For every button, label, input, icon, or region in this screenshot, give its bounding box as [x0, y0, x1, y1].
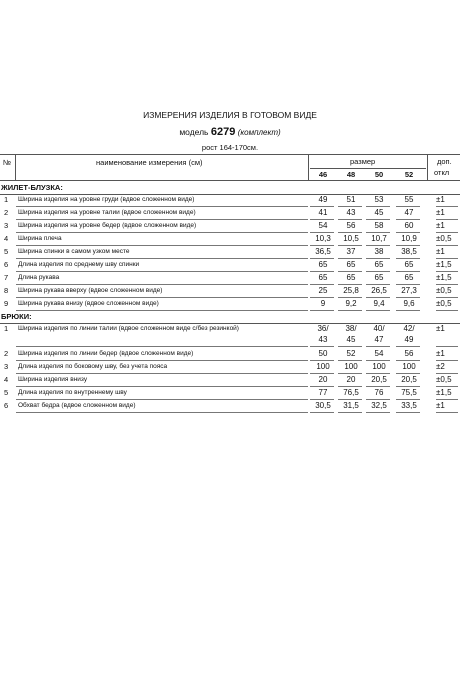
row-rule: [338, 310, 362, 311]
size-header-divider: [310, 168, 426, 169]
size-value: 75,5: [401, 388, 417, 397]
row-rule: [436, 346, 458, 347]
tolerance-value: ±1: [436, 401, 445, 410]
size-value: 56: [404, 349, 414, 358]
table-row: [0, 272, 460, 286]
row-number: 9: [4, 299, 9, 308]
col-divider-num: [15, 154, 16, 180]
measurement-name: Ширина изделия по линии бедер (вдвое сложенном виде): [18, 350, 194, 357]
size-value: 58: [374, 221, 384, 230]
row-number: 7: [4, 273, 9, 282]
height-range: рост 164-170см.: [201, 143, 259, 152]
size-52: 52: [404, 170, 414, 179]
measurement-name: Длина изделия по внутреннему шву: [18, 389, 127, 396]
size-value: 50: [318, 349, 328, 358]
size-value: 56: [346, 221, 356, 230]
size-value: 47: [404, 208, 414, 217]
col-divider-name: [308, 154, 309, 180]
size-value: 26,5: [371, 286, 387, 295]
size-value: 10,9: [401, 234, 417, 243]
row-number: 3: [4, 221, 9, 230]
table-row: [0, 361, 460, 375]
size-value: 9: [320, 299, 326, 308]
size-value: 65: [374, 260, 384, 269]
size-value: 20,5: [371, 375, 387, 384]
row-rule: [396, 346, 420, 347]
tolerance-value: ±0,5: [436, 234, 452, 243]
row-number: 3: [4, 362, 9, 371]
size-value: 65: [404, 273, 414, 282]
size-value: 100: [402, 362, 416, 371]
tolerance-value: ±1,5: [436, 273, 452, 282]
size-value: 20: [346, 375, 356, 384]
size-value: 40/: [373, 324, 385, 333]
tolerance-value: ±1: [436, 349, 445, 358]
measurement-name: Ширина изделия внизу: [18, 376, 88, 383]
size-value: 43: [346, 208, 356, 217]
tolerance-value: ±1: [436, 208, 445, 217]
row-rule: [366, 346, 390, 347]
row-number: 2: [4, 349, 9, 358]
section-title: ЖИЛЕТ-БЛУЗКА:: [1, 183, 63, 192]
size-value: 36,5: [315, 247, 331, 256]
size-value: 38,5: [401, 247, 417, 256]
table-row: [0, 298, 460, 312]
size-value: 100: [344, 362, 358, 371]
size-value: 51: [346, 195, 356, 204]
tolerance-value: ±1: [436, 247, 445, 256]
size-value: 76,5: [343, 388, 359, 397]
row-number: 4: [4, 375, 9, 384]
measurement-name: Ширина плеча: [18, 235, 62, 242]
row-rule: [16, 412, 308, 413]
size-value: 54: [318, 221, 328, 230]
size-value: 37: [346, 247, 356, 256]
row-rule: [436, 310, 458, 311]
size-46: 46: [318, 170, 328, 179]
header-num: №: [3, 158, 12, 167]
size-value-second-line: 45: [346, 335, 356, 344]
size-value: 52: [346, 349, 356, 358]
size-value: 53: [374, 195, 384, 204]
size-value: 65: [318, 273, 328, 282]
table-row: [0, 400, 460, 414]
header-tolerance: доп.: [437, 157, 452, 166]
size-value: 10,5: [343, 234, 359, 243]
size-value: 9,2: [345, 299, 357, 308]
size-value: 54: [374, 349, 384, 358]
size-value: 30,5: [315, 401, 331, 410]
size-value: 49: [318, 195, 328, 204]
tolerance-value: ±1,5: [436, 260, 452, 269]
size-value: 9,4: [373, 299, 385, 308]
row-rule: [310, 310, 334, 311]
measurement-name: Длина рукава: [18, 274, 60, 281]
table-row: [0, 207, 460, 221]
size-value: 76: [374, 388, 384, 397]
table-row: [0, 194, 460, 208]
header-size: размер: [350, 157, 376, 166]
size-value: 10,7: [371, 234, 387, 243]
row-number: 1: [4, 324, 9, 333]
size-value: 45: [374, 208, 384, 217]
row-rule: [396, 310, 420, 311]
table-row: [0, 259, 460, 273]
measurement-name: Длина изделия по боковому шву, без учета пояса: [18, 363, 168, 370]
size-value-second-line: 49: [404, 335, 414, 344]
tolerance-value: ±0,5: [436, 286, 452, 295]
table-row: [0, 387, 460, 401]
size-value: 65: [318, 260, 328, 269]
table-row: [0, 285, 460, 299]
row-rule: [16, 310, 308, 311]
table-row: [0, 374, 460, 388]
size-value: 25: [318, 286, 328, 295]
section-title: БРЮКИ:: [1, 312, 32, 321]
table-row: [0, 323, 460, 344]
row-rule: [16, 346, 308, 347]
row-number: 8: [4, 286, 9, 295]
tolerance-value: ±1: [436, 324, 445, 333]
row-number: 6: [4, 401, 9, 410]
row-number: 6: [4, 260, 9, 269]
tolerance-value: ±2: [436, 362, 445, 371]
size-value-second-line: 43: [318, 335, 328, 344]
measurement-name: Ширина рукава внизу (вдвое сложенном виде): [18, 300, 159, 307]
size-value: 42/: [403, 324, 415, 333]
tolerance-value: ±0,5: [436, 299, 452, 308]
document-title: ИЗМЕРЕНИЯ ИЗДЕЛИЯ В ГОТОВОМ ВИДЕ: [143, 110, 317, 120]
size-value: 25,8: [343, 286, 359, 295]
size-50: 50: [374, 170, 384, 179]
row-rule: [338, 412, 362, 413]
size-value: 27,3: [401, 286, 417, 295]
size-value: 31,5: [343, 401, 359, 410]
measurement-name: Обхват бедра (вдвое сложенном виде): [18, 402, 136, 409]
size-value: 41: [318, 208, 328, 217]
measurement-name: Ширина изделия на уровне бедер (вдвое сложенном виде): [18, 222, 197, 229]
size-value: 38: [374, 247, 384, 256]
size-value: 20: [318, 375, 328, 384]
size-48: 48: [346, 170, 356, 179]
row-rule: [310, 346, 334, 347]
row-rule: [310, 412, 334, 413]
size-value: 36/: [317, 324, 329, 333]
table-header-bottom: [0, 180, 460, 181]
row-number: 5: [4, 388, 9, 397]
table-row: [0, 246, 460, 260]
model-line: [0, 126, 460, 138]
size-value: 65: [346, 260, 356, 269]
header-tolerance-2: откл: [434, 168, 450, 177]
size-value: 33,5: [401, 401, 417, 410]
model-prefix: модель: [179, 127, 209, 137]
tolerance-value: ±1: [436, 195, 445, 204]
row-rule: [366, 412, 390, 413]
row-rule: [436, 412, 458, 413]
row-number: 1: [4, 195, 9, 204]
model-suffix: (комплект): [237, 128, 281, 137]
measurement-name: Ширина изделия на уровне груди (вдвое сложенном виде): [18, 196, 195, 203]
row-number: 5: [4, 247, 9, 256]
measurement-name: Ширина изделия по линии талии (вдвое сложенном виде с/без резинкой): [18, 325, 239, 332]
row-rule: [396, 412, 420, 413]
measurement-name: Ширина спинки в самом узком месте: [18, 248, 130, 255]
table-top-border: [0, 154, 460, 155]
table-row: [0, 233, 460, 247]
header-name: наименование измерения (см): [96, 158, 203, 167]
measurement-name: Ширина изделия на уровне талии (вдвое сложенном виде): [18, 209, 196, 216]
size-value: 65: [374, 273, 384, 282]
size-value: 65: [346, 273, 356, 282]
size-value: 60: [404, 221, 414, 230]
measurement-name: Длина изделия по среднему шву спинки: [18, 261, 140, 268]
row-rule: [338, 346, 362, 347]
size-value: 77: [318, 388, 328, 397]
measurement-name: Ширина рукава вверху (вдвое сложенном виде): [18, 287, 163, 294]
size-value: 32,5: [371, 401, 387, 410]
row-rule: [366, 310, 390, 311]
size-value: 55: [404, 195, 414, 204]
row-number: 2: [4, 208, 9, 217]
tolerance-value: ±0,5: [436, 375, 452, 384]
size-value: 100: [316, 362, 330, 371]
model-number: 6279: [210, 126, 236, 138]
table-row: [0, 220, 460, 234]
tolerance-value: ±1: [436, 221, 445, 230]
size-value: 100: [372, 362, 386, 371]
size-value: 65: [404, 260, 414, 269]
size-value: 9,6: [403, 299, 415, 308]
row-number: 4: [4, 234, 9, 243]
size-value: 38/: [345, 324, 357, 333]
size-value: 10,3: [315, 234, 331, 243]
size-value-second-line: 47: [374, 335, 384, 344]
size-value: 20,5: [401, 375, 417, 384]
col-divider-sizes: [427, 154, 428, 180]
table-row: [0, 348, 460, 362]
tolerance-value: ±1,5: [436, 388, 452, 397]
